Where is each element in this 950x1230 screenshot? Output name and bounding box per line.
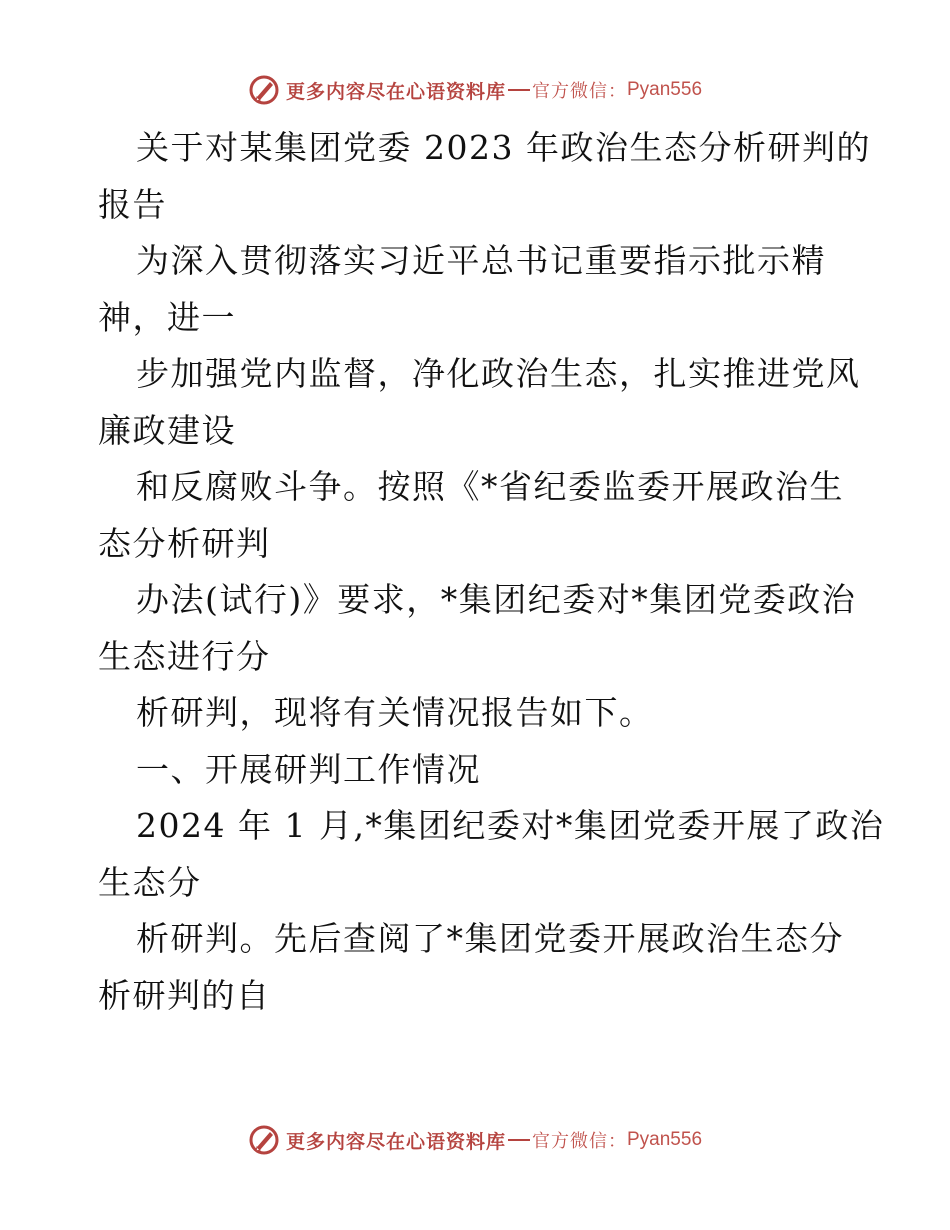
text-line: 态分析研判 [98, 523, 271, 563]
text-line: 析研判的自 [98, 975, 271, 1015]
text-line: 生态分 [98, 862, 202, 902]
text-line: 析研判，现将有关情况报告如下。 [136, 693, 654, 732]
watermark-separator [508, 1139, 530, 1141]
watermark-site-text: 更多内容尽在心语资料库 [285, 1130, 506, 1153]
text-line: 办法(试行)》要求，*集团纪委对*集团党委政治 [136, 580, 857, 619]
text-line: 析研判。先后查阅了*集团党委开展政治生态分 [136, 919, 844, 958]
text-line: 生态进行分 [98, 636, 271, 676]
watermark-separator [508, 89, 530, 91]
text-line: 为深入贯彻落实习近平总书记重要指示批示精 [136, 241, 826, 280]
pen-logo-icon [248, 1124, 280, 1156]
text-line: 报告 [98, 184, 167, 224]
text-line: 廉政建设 [98, 410, 236, 450]
watermark-site-text: 更多内容尽在心语资料库 [285, 80, 506, 103]
text-line: 2024 年 1 月,*集团纪委对*集团党委开展了政治 [136, 806, 885, 845]
watermark-wechat-id: Pyan556 [627, 79, 703, 100]
document-body [98, 120, 885, 1024]
pen-logo-icon [248, 74, 280, 106]
header-watermark [0, 70, 950, 110]
text-line: 和反腐败斗争。按照《*省纪委监委开展政治生 [136, 467, 844, 506]
text-line: 神，进一 [98, 297, 236, 337]
watermark-wechat-label: 官方微信： [532, 81, 627, 102]
text-line: 一、开展研判工作情况 [136, 749, 481, 789]
footer-watermark [0, 1120, 950, 1160]
watermark-wechat-id: Pyan556 [627, 1129, 703, 1150]
watermark-wechat-label: 官方微信： [532, 1131, 627, 1152]
text-line: 关于对某集团党委 2023 年政治生态分析研判的 [136, 128, 871, 167]
text-line: 步加强党内监督，净化政治生态，扎实推进党风 [136, 354, 861, 393]
